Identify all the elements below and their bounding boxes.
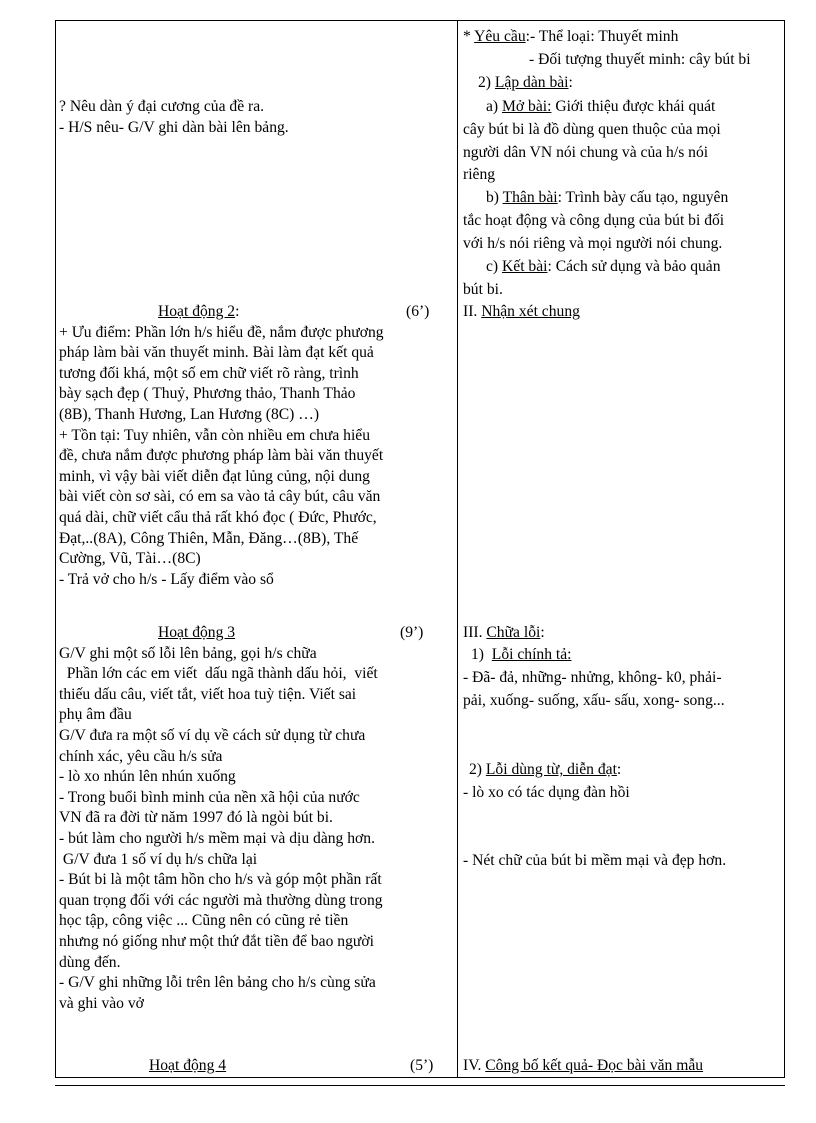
activity-3-line: - Trong buổi bình minh của nền xã hội của nước (59, 788, 360, 806)
outline-label: Lập dàn bài (494, 74, 569, 91)
activity-3-line: - Bút bi là một tâm hồn cho h/s và góp một phần rất (59, 871, 382, 889)
activity-3-line: - lò xo nhún lên nhún xuống (59, 768, 236, 786)
outline-answer: - H/S nêu- G/V ghi dàn bài lên bảng. (59, 118, 289, 136)
intro-heading: a) Mở bài: Giới thiệu được khái quát (486, 98, 716, 115)
intro-label: Mở bài: (502, 98, 552, 115)
activity-4-heading (59, 1056, 453, 1077)
spelling-label: Lỗi chính tả: (491, 646, 572, 663)
activity-2-line: quá dài, chữ viết cẩu thả rất khó đọc ( Đức, Phước, (59, 508, 377, 526)
section-4-label: Công bố kết quả- Đọc bài văn mẫu (485, 1057, 704, 1074)
activity-2-line: đề, chưa nắm được phương pháp làm bài văn thuyết (59, 447, 384, 465)
intro-line: cây bút bi là đồ dùng quen thuộc của mọi (463, 121, 721, 138)
activity-3-line: chính xác, yêu cầu h/s sửa (59, 747, 223, 765)
spelling-heading: 1) Lỗi chính tả: (471, 646, 572, 663)
activity-4 (59, 1056, 453, 1077)
activity-4-time: (5’) (410, 1057, 434, 1074)
activity-2-line: Đạt,..(8A), Công Thiên, Mẫn, Đăng…(8B), Thế (59, 529, 359, 547)
outline-heading: 2) Lập dàn bài: (478, 74, 573, 91)
activity-3-line: - bút làm cho người h/s mềm mại và dịu dàng hơn. (59, 829, 375, 847)
spelling-line: - Đã- đả, những- nhửng, không- k0, phải- (463, 669, 722, 686)
activity-2-line: bài viết còn sơ sài, có em sa vào tả cây bút, câu văn (59, 488, 381, 506)
body-heading: b) Thân bài: Trình bày cấu tạo, nguyên (486, 189, 729, 206)
activity-3-line: VN đã ra đời từ năm 1997 đó là ngòi bút bi. (59, 809, 333, 827)
activity-3-line: thiếu dấu câu, viết tắt, viết hoa tuỳ tiện. Viết sai (59, 685, 357, 703)
spelling-line: pải, xuống- suống, xấu- sấu, xong- song... (463, 692, 725, 709)
section-3-label: Chữa lỗi (486, 624, 541, 641)
activity-3-line: quan trọng đối với các người mà thường dùng trong (59, 891, 383, 909)
section-3-heading: III. Chữa lỗi: (463, 624, 545, 641)
intro-line: riêng (463, 166, 496, 183)
activity-2-line: Cường, Vũ, Tài…(8C) (59, 550, 201, 568)
activity-2-heading: Hoạt động 2: (6’) (59, 302, 453, 323)
wording-heading: 2) Lỗi dùng từ, diễn đạt: (469, 761, 622, 778)
column-divider (457, 20, 458, 1078)
requirement-label: Yêu cầu (474, 28, 526, 45)
activity-3-line: G/V đưa 1 số ví dụ h/s chữa lại (59, 850, 258, 868)
activity-3-title: Hoạt động 3 (158, 624, 236, 641)
outline-question: ? Nêu dàn ý đại cương của đề ra. (59, 98, 265, 115)
activity-4-title: Hoạt động 4 (149, 1057, 227, 1074)
activity-2-line: pháp làm bài văn thuyết minh. Bài làm đạt kết quả (59, 344, 374, 362)
wording-fix: - lò xo có tác dụng đàn hồi (463, 784, 630, 801)
activity-3-line: Phần lớn các em viết dấu ngã thành dấu hỏi, viết (59, 665, 378, 683)
activity-2-line: (8B), Thanh Hương, Lan Hương (8C) …) (59, 405, 320, 423)
left-column-intro (59, 97, 453, 138)
body-line: với h/s nói riêng và mọi người nói chung. (463, 235, 723, 252)
activity-2-title: Hoạt động 2 (158, 303, 236, 320)
activity-3-line: dùng đến. (59, 953, 121, 971)
activity-3-line: - G/V ghi những lỗi trên lên bảng cho h/s cùng sửa (59, 974, 376, 992)
section-2-label: Nhận xét chung (481, 303, 580, 320)
activity-2-time: (6’) (406, 303, 430, 320)
activity-2-line: + Ưu điểm: Phần lớn h/s hiểu đề, nắm được phương (59, 323, 384, 341)
activity-3-time: (9’) (400, 624, 424, 641)
activity-2 (59, 302, 453, 590)
activity-3-line: nhưng nó giống như một thứ đắt tiền để bao người (59, 932, 374, 950)
bottom-rule (55, 1085, 785, 1086)
body-line: tắc hoạt động và công dụng của bút bi đối (463, 212, 725, 229)
activity-2-line: tương đối khá, một số em chữ viết rõ ràng, trình (59, 364, 359, 382)
requirement-line: * Yêu cầu:- Thể loại: Thuyết minh (463, 28, 679, 45)
activity-3 (59, 623, 453, 1014)
requirement-object: - Đối tượng thuyết minh: cây bút bi (529, 51, 751, 68)
intro-line: người dân VN nói chung và của h/s nói (463, 144, 709, 161)
activity-3-line: G/V ghi một số lỗi lên bảng, gọi h/s chữa (59, 644, 317, 662)
section-4-heading: IV. Công bố kết quả- Đọc bài văn mẫu (463, 1057, 704, 1074)
conclusion-line: bút bi. (463, 281, 503, 298)
activity-3-line: và ghi vào vở (59, 994, 144, 1012)
activity-3-line: học tập, công việc ... Cũng nên có cũng rẻ tiền (59, 912, 349, 930)
activity-2-line: + Tồn tại: Tuy nhiên, vẫn còn nhiều em chưa hiểu (59, 426, 371, 444)
wording-label: Lỗi dùng từ, diễn đạt (485, 761, 617, 778)
activity-2-line: - Trả vở cho h/s - Lấy điểm vào sổ (59, 570, 274, 588)
activity-2-line: minh, vì vậy bài viết diễn đạt lủng củng, nội dung (59, 467, 370, 485)
section-2-heading: II. Nhận xét chung (463, 303, 580, 320)
conclusion-heading: c) Kết bài: Cách sử dụng và bảo quản (486, 258, 721, 275)
activity-3-line: phụ âm đầu (59, 706, 132, 724)
conclusion-label: Kết bài (502, 258, 548, 275)
activity-2-line: bày sạch đẹp ( Thuỷ, Phương thảo, Thanh Thảo (59, 385, 356, 403)
activity-3-heading (59, 623, 453, 644)
body-label: Thân bài (502, 189, 558, 206)
wording-fix: - Nét chữ của bút bi mềm mại và đẹp hơn. (463, 852, 727, 869)
activity-3-line: G/V đưa ra một số ví dụ về cách sử dụng từ chưa (59, 726, 366, 744)
